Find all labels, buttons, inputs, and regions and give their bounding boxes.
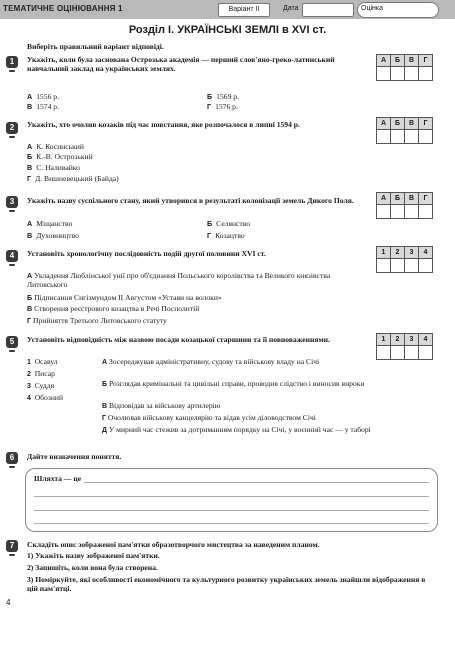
answer-cell[interactable] [377,259,391,273]
q4-option-c[interactable]: В Створення реєстрового козацтва в Речі Посполитій [27,304,200,313]
answer-grid-q2: А Б В Г [376,117,433,144]
instruction: Виберіть правильний варіант відповіді. [27,42,164,51]
question-1-text: Укажіть, коли була заснована Острозька академія — перший слов'яно-греко-латинський навчальний заклад на українських землях. [27,55,335,73]
option-letter: Г [207,231,212,240]
date-field[interactable] [302,3,354,17]
answer-grid-q3: А Б В Г [376,192,433,219]
q5-right-item-b: Б Розглядав кримінальні та цивільні справи, проводив слідство і виносив вироки [102,379,365,388]
option-letter: Г [27,174,32,183]
option-letter: А [27,92,33,101]
answer-line[interactable] [84,482,429,483]
option-letter: В [27,102,33,111]
option-letter: В [27,163,33,172]
q7-item-2: 2) Запишіть, коли вона була створена. [27,563,158,572]
option-letter: Б [207,219,213,228]
answer-cell[interactable] [391,130,405,144]
q2-option-c[interactable]: В С. Наливайко [27,163,80,172]
question-2-text: Укажіть, хто очолив козаків під час повстання, яке розпочалося в липні 1594 р. [27,120,300,129]
answer-grid-q5: 1 2 3 4 [376,333,433,360]
q3-option-d[interactable]: Г Козацтво [207,231,245,240]
option-letter: А [27,142,33,151]
answer-cell[interactable] [419,346,433,360]
option-letter: Б [27,152,33,161]
answer-cell[interactable] [419,259,433,273]
definition-term: Шляхта — це [34,474,82,483]
q3-option-b[interactable]: Б Селянство [207,219,251,228]
answer-cell[interactable] [377,67,391,81]
answer-line[interactable] [34,510,429,511]
answer-cell[interactable] [405,130,419,144]
question-7-text: Складіть опис зображеної пам'ятки образотворчого мистецтва за наведеним планом. [27,540,320,549]
question-5-text: Установіть відповідність між назвою посади козацької старшини та її повноваженнями. [27,335,330,344]
section-title: Розділ І. УКРАЇНСЬКІ ЗЕМЛІ в XVI ст. [128,24,327,36]
answer-cell[interactable] [405,67,419,81]
answer-cell[interactable] [377,205,391,219]
q1-option-a[interactable]: А 1556 р. [27,92,59,101]
question-number-1: 1 [6,56,18,68]
option-letter: В [27,304,33,313]
answer-cell[interactable] [391,205,405,219]
option-letter: В [27,231,33,240]
question-number-4: 4 [6,250,18,262]
q5-left-item-3: 3 Суддя [27,381,55,390]
q5-left-item-1: 1 Осавул [27,357,58,366]
q3-option-c[interactable]: В Духовництво [27,231,79,240]
answer-line[interactable] [34,523,429,524]
answer-cell[interactable] [405,259,419,273]
question-number-6: 6 [6,452,18,464]
option-letter: А [27,271,33,280]
q5-right-item-e: Д У мирний час стежив за дотриманням порядку на Січі, у воєнний час — у таборі [102,425,371,434]
option-letter: Б [27,293,33,302]
page-number: 4 [6,598,11,607]
answer-cell[interactable] [419,205,433,219]
q5-right-item-c: В Відповідав за військову артилерію [102,401,221,410]
header-title: ТЕМАТИЧНЕ ОЦІНЮВАННЯ 1 [3,4,123,13]
question-number-2: 2 [6,122,18,134]
answer-grid-q1: А Б В Г [376,54,433,81]
question-3-text: Укажіть назву суспільного стану, який утворився в результаті колонізації земель Дикого Поля. [27,196,354,205]
option-letter: Б [207,92,213,101]
q1-option-c[interactable]: В 1574 р. [27,102,59,111]
q4-option-a[interactable]: А Укладення Люблінської унії про об'єднання Польського королівства та Великого князівства Литовського [27,271,331,289]
q5-left-item-2: 2 Писар [27,369,55,378]
answer-cell[interactable] [419,67,433,81]
question-number-3: 3 [6,196,18,208]
answer-cell[interactable] [391,67,405,81]
q5-right-item-a: А Зосереджував адміністративну, судову та військову владу на Січі [102,357,320,366]
answer-line[interactable] [34,496,429,497]
q2-option-b[interactable]: Б К.-В. Острозький [27,152,93,161]
answer-cell[interactable] [419,130,433,144]
q2-option-d[interactable]: Г Д. Вишневецький (Байда) [27,174,119,183]
question-6-text: Дайте визначення поняття. [27,452,122,461]
q1-option-b[interactable]: Б 1569 р. [207,92,239,101]
answer-cell[interactable] [377,130,391,144]
answer-cell[interactable] [391,346,405,360]
q1-option-d[interactable]: Г 1576 р. [207,102,238,111]
q4-option-b[interactable]: Б Підписання Сигізмундом ІІ Августом «Устави на волоки» [27,293,222,302]
q7-item-1: 1) Укажіть назву зображеної пам'ятки. [27,551,160,560]
q4-option-d[interactable]: Г Прийняття Третього Литовського статуту [27,316,167,325]
answer-cell[interactable] [377,346,391,360]
option-letter: Г [27,316,32,325]
grade-label: Оцінка [361,5,383,12]
option-letter: Г [207,102,212,111]
q5-right-item-d: Г Очолював військову канцелярію та відав усім діловодством Січі [102,413,316,422]
option-letter: А [27,219,33,228]
q2-option-a[interactable]: А К. Косинський [27,142,84,151]
question-4-text: Установіть хронологічну послідовність подій другої половини XVI ст. [27,249,266,258]
answer-cell[interactable] [405,205,419,219]
q5-left-item-4: 4 Обозний [27,393,64,402]
question-number-5: 5 [6,336,18,348]
answer-cell[interactable] [405,346,419,360]
answer-grid-q4: 1 2 3 4 [376,246,433,273]
date-label: Дата [283,5,299,12]
question-number-7: 7 [6,540,18,552]
variant-box: Варіант ІІ [218,3,270,17]
q3-option-a[interactable]: А Міщанство [27,219,73,228]
q7-item-3: 3) Поміркуйте, які особливості економічного та культурного розвитку українських земель знайшли відображення в цій пам'ятці. [27,575,426,593]
answer-cell[interactable] [391,259,405,273]
